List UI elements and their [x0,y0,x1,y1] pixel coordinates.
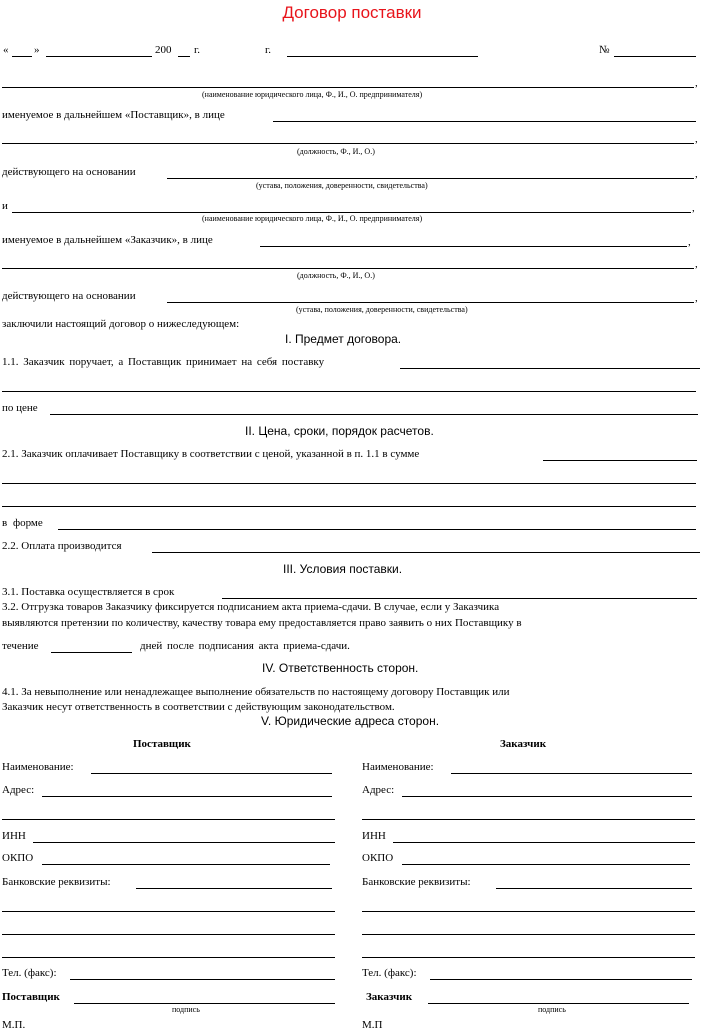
supplier-address-field-2[interactable] [2,819,335,820]
customer-name-label: Наименование: [362,761,434,773]
claim-days-field[interactable] [51,652,132,653]
customer-address-field-2[interactable] [362,819,695,820]
customer-phone-field[interactable] [430,979,692,980]
clause-3-2-line-2: выявляются претензии по количеству, качеству товара ему предоставляется право заявить о них Поставщику в [2,617,522,629]
city-field[interactable] [287,56,478,57]
year-field[interactable] [178,56,190,57]
customer-representative-field[interactable] [260,246,687,247]
customer-bank-label: Банковские реквизиты: [362,876,471,888]
basis-caption: (устава, положения, доверенности, свидетельства) [296,305,468,314]
supplier-name-field[interactable] [91,773,332,774]
customer-sign-label: Заказчик [366,991,413,1003]
and-text: и [2,200,8,212]
clause-4-1-line-2: Заказчик несут ответственность в соответствии с действующим законодательством. [2,701,395,713]
date-close-quote: » [34,44,40,56]
legal-name-caption: (наименование юридического лица, Ф., И., О. предпринимателя) [202,214,423,223]
customer-legal-name-field[interactable] [12,212,691,213]
comma: , [695,258,698,270]
delivery-subject-field[interactable] [400,368,700,369]
supplier-signature-field[interactable] [74,1003,335,1004]
supplier-bank-field[interactable] [136,888,332,889]
basis-caption: (устава, положения, доверенности, свидетельства) [256,181,428,190]
section-4-heading: IV. Ответственность сторон. [262,661,419,675]
supplier-position-field[interactable] [2,143,694,144]
comma: , [695,133,698,145]
document-title: Договор поставки [282,3,422,22]
customer-bank-field-3[interactable] [362,934,695,935]
acting-basis-text: действующего на основании [2,290,136,302]
supplier-name-label: Наименование: [2,761,74,773]
clause-2-1: 2.1. Заказчик оплачивает Поставщику в соответствии с ценой, указанной в п. 1.1 в сумме [2,448,420,460]
payment-amount-field-3[interactable] [2,506,696,507]
payment-terms-field[interactable] [152,552,700,553]
supplier-heading: Поставщик [133,738,191,750]
supplier-bank-field-3[interactable] [2,934,335,935]
payment-amount-field[interactable] [543,460,697,461]
supplier-sign-label: Поставщик [2,991,60,1003]
supplier-address-label: Адрес: [2,784,35,796]
supplier-representative-field[interactable] [273,121,696,122]
customer-address-label: Адрес: [362,784,395,796]
date-open-quote: « [3,44,9,56]
supplier-named-text: именуемое в дальнейшем «Поставщик», в лице [2,109,225,121]
supplier-basis-field[interactable] [167,178,694,179]
city-prefix: г. [265,44,272,56]
customer-heading: Заказчик [500,738,547,750]
supplier-okpo-label: ОКПО [2,852,34,864]
customer-bank-field[interactable] [496,888,692,889]
legal-name-caption: (наименование юридического лица, Ф., И., О. предпринимателя) [202,90,423,99]
customer-position-field[interactable] [2,268,694,269]
date-month-field[interactable] [46,56,152,57]
clause-1-1: 1.1. Заказчик поручает, а Поставщик принимает на себя поставку [2,356,325,368]
delivery-term-field[interactable] [222,598,697,599]
supplier-inn-field[interactable] [33,842,335,843]
clause-3-2-line-3a: течение [2,640,39,652]
supplier-phone-field[interactable] [70,979,335,980]
supplier-bank-field-4[interactable] [2,957,335,958]
supplier-inn-label: ИНН [2,830,26,842]
form-text: в форме [2,517,43,529]
clause-3-2-line-1: 3.2. Отгрузка товаров Заказчику фиксируется подписанием акта приема-сдачи. В случае, если у Заказчика [2,601,500,613]
supplier-bank-field-2[interactable] [2,911,335,912]
customer-signature-field[interactable] [428,1003,689,1004]
acting-basis-text: действующего на основании [2,166,136,178]
customer-stamp-label: М.П [362,1019,383,1031]
supplier-legal-name-field[interactable] [2,87,694,88]
customer-okpo-field[interactable] [402,864,690,865]
customer-inn-field[interactable] [393,842,695,843]
customer-bank-field-4[interactable] [362,957,695,958]
price-text: по цене [2,402,38,414]
customer-basis-field[interactable] [167,302,694,303]
clause-3-1: 3.1. Поставка осуществляется в срок [2,586,175,598]
clause-4-1-line-1: 4.1. За невыполнение или ненадлежащее выполнение обязательств по настоящему договору Поставщик или [2,686,510,698]
clause-2-2: 2.2. Оплата производится [2,540,122,552]
section-1-heading: I. Предмет договора. [285,332,402,346]
supplier-stamp-label: М.П. [2,1019,26,1031]
customer-okpo-label: ОКПО [362,852,394,864]
customer-bank-field-2[interactable] [362,911,695,912]
customer-name-field[interactable] [451,773,692,774]
section-5-heading: V. Юридические адреса сторон. [261,714,440,728]
delivery-subject-field-2[interactable] [2,391,696,392]
supplier-address-field[interactable] [42,796,332,797]
number-sign: № [599,44,610,56]
comma: , [692,202,695,214]
concluded-text: заключили настоящий договор о нижеследующем: [2,318,240,330]
comma: , [695,168,698,180]
payment-form-field[interactable] [58,529,696,530]
date-day-field[interactable] [12,56,32,57]
comma: , [695,292,698,304]
customer-inn-label: ИНН [362,830,386,842]
supplier-signature-caption: подпись [172,1005,200,1014]
customer-phone-label: Тел. (факс): [362,967,417,979]
section-2-heading: II. Цена, сроки, порядок расчетов. [245,424,434,438]
year-suffix: г. [194,44,201,56]
clause-3-2-line-3b: дней после подписания акта приема-сдачи. [140,640,350,652]
supplier-bank-label: Банковские реквизиты: [2,876,111,888]
customer-address-field[interactable] [402,796,692,797]
customer-signature-caption: подпись [538,1005,566,1014]
supplier-phone-label: Тел. (факс): [2,967,57,979]
price-field[interactable] [50,414,698,415]
section-3-heading: III. Условия поставки. [283,562,403,576]
supplier-okpo-field[interactable] [42,864,330,865]
comma: , [688,236,691,248]
position-caption: (должность, Ф., И., О.) [297,147,375,156]
comma: , [695,77,698,89]
customer-named-text: именуемое в дальнейшем «Заказчик», в лице [2,234,213,246]
position-caption: (должность, Ф., И., О.) [297,271,375,280]
payment-amount-field-2[interactable] [2,483,696,484]
year-prefix: 200 [155,44,172,56]
contract-number-field[interactable] [614,56,696,57]
